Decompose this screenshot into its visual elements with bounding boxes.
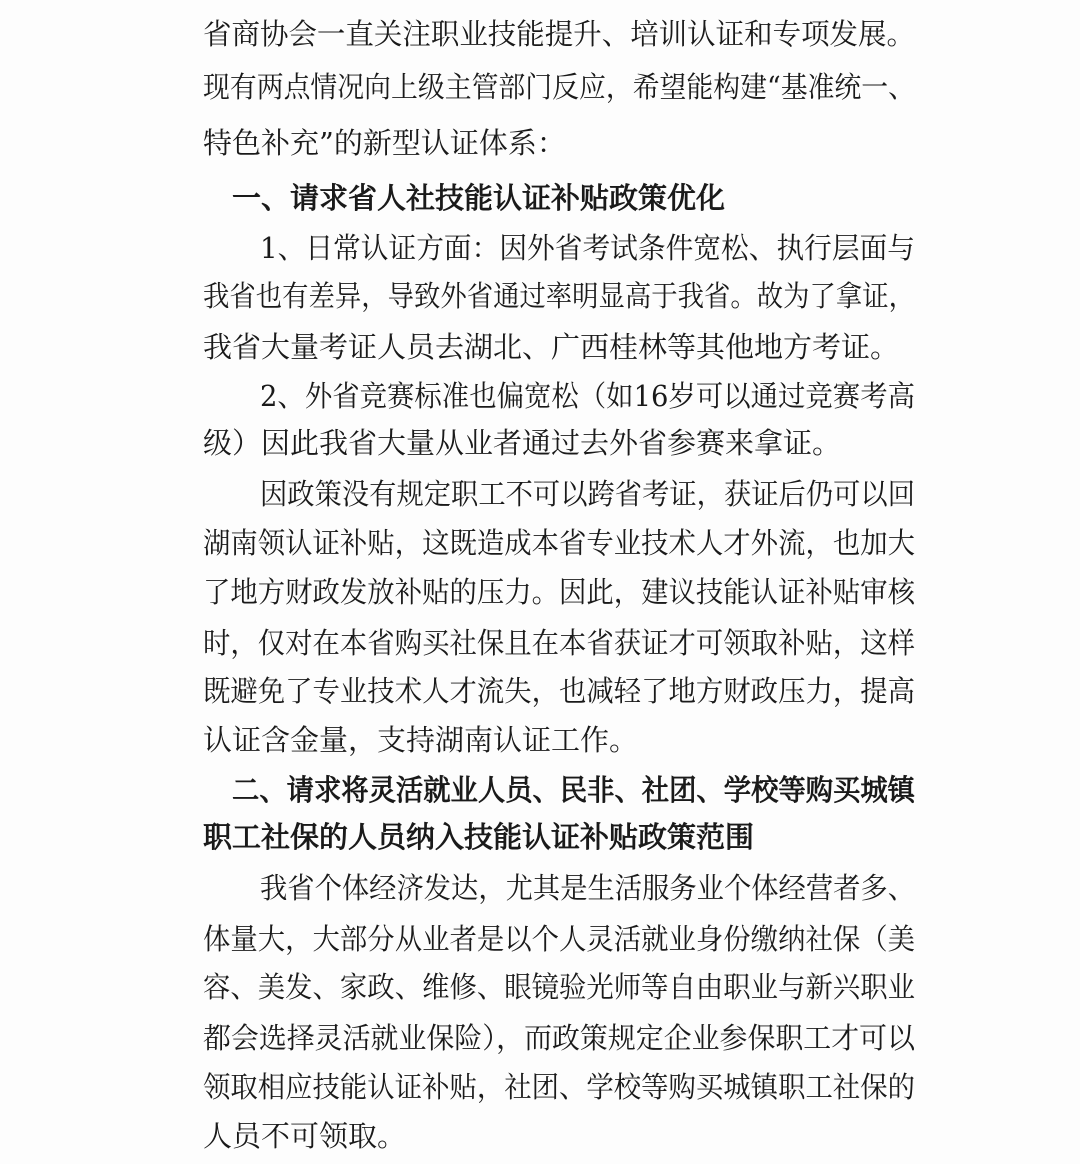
text-line-content: 了地方财政发放补贴的压力。因此，建议技能认证补贴审核 — [203, 575, 915, 609]
text-line-content: 领取相应技能认证补贴，社团、学校等购买城镇职工社保的 — [203, 1070, 915, 1104]
text-line — [0, 223, 1080, 273]
text-line-content: 时，仅对在本省购买社保且在本省获证才可领取补贴，这样 — [203, 626, 915, 660]
section-heading — [0, 812, 1080, 862]
text-line — [0, 371, 1080, 421]
text-line-content: 级）因此我省大量从业者通过去外省参赛来拿证。 — [203, 426, 842, 460]
text-line — [0, 62, 1080, 112]
text-line — [0, 914, 1080, 964]
text-line-content: 人员不可领取。 — [203, 1119, 407, 1153]
text-line — [0, 469, 1080, 519]
text-line-content: 1、日常认证方面：因外省考试条件宽松、执行层面与 — [260, 231, 915, 265]
text-line — [0, 567, 1080, 617]
section-heading — [0, 173, 1080, 223]
text-line — [0, 1013, 1080, 1063]
text-line-content: 因政策没有规定职工不可以跨省考证，获证后仍可以回 — [260, 477, 915, 511]
section-heading — [0, 765, 1080, 815]
text-line — [0, 1111, 1080, 1161]
text-line — [0, 118, 1080, 168]
text-line — [0, 863, 1080, 913]
text-line — [0, 322, 1080, 372]
text-line-content: 特色补充”的新型认证体系： — [203, 126, 566, 160]
text-line-content: 容、美发、家政、维修、眼镜验光师等自由职业与新兴职业 — [203, 970, 915, 1004]
text-line — [0, 962, 1080, 1012]
text-line-content: 体量大，大部分从业者是以个人灵活就业身份缴纳社保（美 — [203, 922, 915, 956]
text-line — [0, 1062, 1080, 1112]
text-line-content: 2、外省竞赛标准也偏宽松（如16岁可以通过竞赛考高 — [260, 379, 915, 413]
text-line — [0, 418, 1080, 468]
text-line-content: 湖南领认证补贴，这既造成本省专业技术人才外流，也加大 — [203, 526, 915, 560]
text-line — [0, 666, 1080, 716]
text-line-content: 认证含金量，支持湖南认证工作。 — [203, 723, 639, 757]
text-line-content: 既避免了专业技术人才流失，也减轻了地方财政压力，提高 — [203, 674, 915, 708]
text-line-content: 我省也有差异，导致外省通过率明显高于我省。故为了拿证， — [203, 279, 915, 313]
text-line — [0, 715, 1080, 765]
text-line-content: 省商协会一直关注职业技能提升、培训认证和专项发展。 — [203, 17, 915, 51]
text-line-content: 都会选择灵活就业保险），而政策规定企业参保职工才可以 — [203, 1021, 915, 1055]
text-line — [0, 618, 1080, 668]
text-line-content: 我省大量考证人员去湖北、广西桂林等其他地方考证。 — [203, 330, 900, 364]
text-line — [0, 518, 1080, 568]
text-line-content: 现有两点情况向上级主管部门反应，希望能构建“基准统一、 — [203, 70, 915, 104]
text-line — [0, 271, 1080, 321]
text-line-content: 我省个体经济发达，尤其是生活服务业个体经营者多、 — [260, 871, 915, 905]
section-heading-text: 职工社保的人员纳入技能认证补贴政策范围 — [203, 820, 755, 854]
section-heading-text: 一、请求省人社技能认证补贴政策优化 — [232, 181, 726, 215]
text-line — [0, 9, 1080, 59]
section-heading-text: 二、请求将灵活就业人员、民非、社团、学校等购买城镇 — [232, 773, 915, 807]
